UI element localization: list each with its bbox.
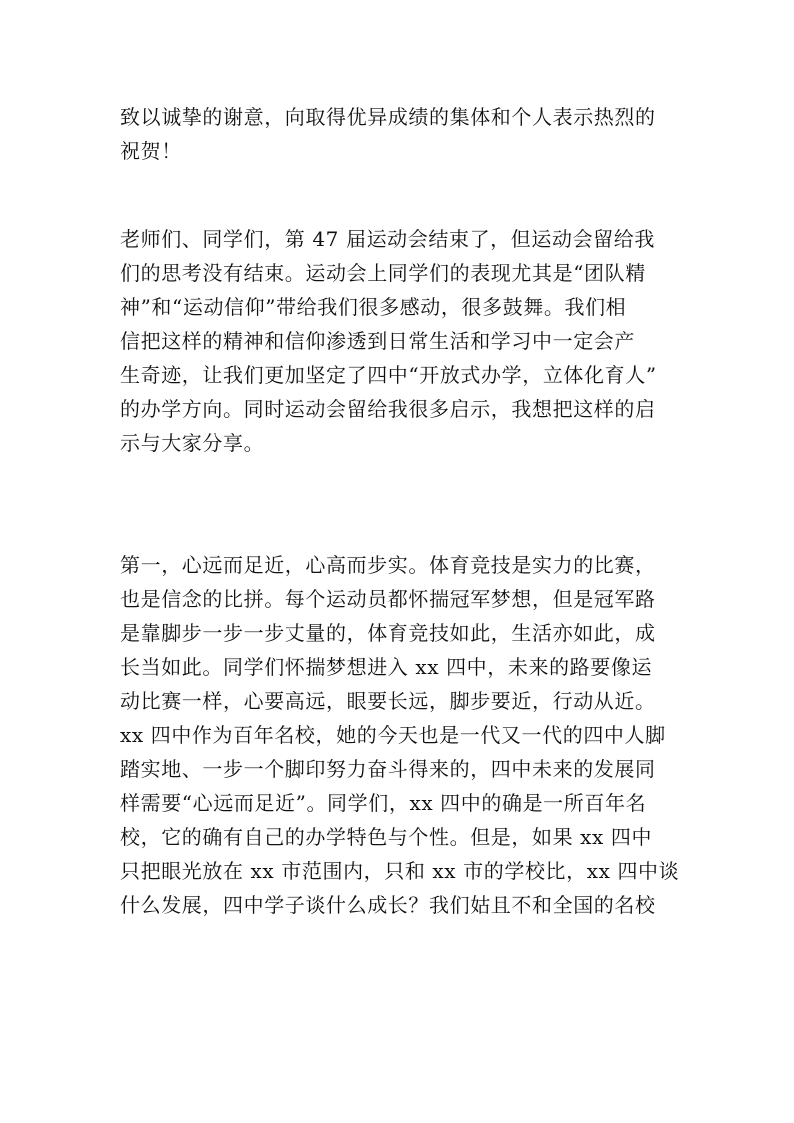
text-line: 是靠脚步一步一步丈量的，体育竞技如此，生活亦如此，成 [120,621,656,645]
text-line: 样需要“心远而足近”。同学们，xx 四中的确是一所百年名 [120,791,647,815]
paragraph-first-insight [120,548,680,922]
text-line: 只把眼光放在 xx 市范围内，只和 xx 市的学校比，xx 四中谈 [120,859,680,883]
text-line: 致以诚挚的谢意，向取得优异成绩的集体和个人表示热烈的 [120,105,656,129]
text-line: 老师们、同学们，第 47 届运动会结束了，但运动会留给我 [120,227,655,251]
text-line: 祝贺！ [120,139,182,163]
text-line: 神”和“运动信仰”带给我们很多感动，很多鼓舞。我们相 [120,295,627,319]
text-line: 的办学方向。同时运动会留给我很多启示，我想把这样的启 [120,397,656,421]
text-line: xx 四中作为百年名校，她的今天也是一代又一代的四中人脚 [120,723,666,747]
text-line: 第一，心远而足近，心高而步实。体育竞技是实力的比赛， [120,553,656,577]
paragraph-closing-thanks [120,100,680,168]
text-line: 动比赛一样，心要高远，眼要长远，脚步要近，行动从近。 [120,689,656,713]
text-line: 生奇迹，让我们更加坚定了四中“开放式办学，立体化育人” [120,363,657,387]
text-line: 们的思考没有结束。运动会上同学们的表现尤其是“团队精 [120,261,646,285]
text-line: 也是信念的比拼。每个运动员都怀揣冠军梦想，但是冠军路 [120,587,656,611]
text-line: 踏实地、一步一个脚印努力奋斗得来的，四中未来的发展同 [120,757,656,781]
text-line: 信把这样的精神和信仰渗透到日常生活和学习中一定会产 [120,329,635,353]
text-line: 什么发展，四中学子谈什么成长？我们姑且不和全国的名校 [120,893,656,917]
text-line: 校，它的确有自己的办学特色与个性。但是，如果 xx 四中 [120,825,653,849]
text-line: 示与大家分享。 [120,431,265,455]
text-line: 长当如此。同学们怀揣梦想进入 xx 四中，未来的路要像运 [120,655,653,679]
paragraph-sports-meet-reflection [120,222,680,460]
